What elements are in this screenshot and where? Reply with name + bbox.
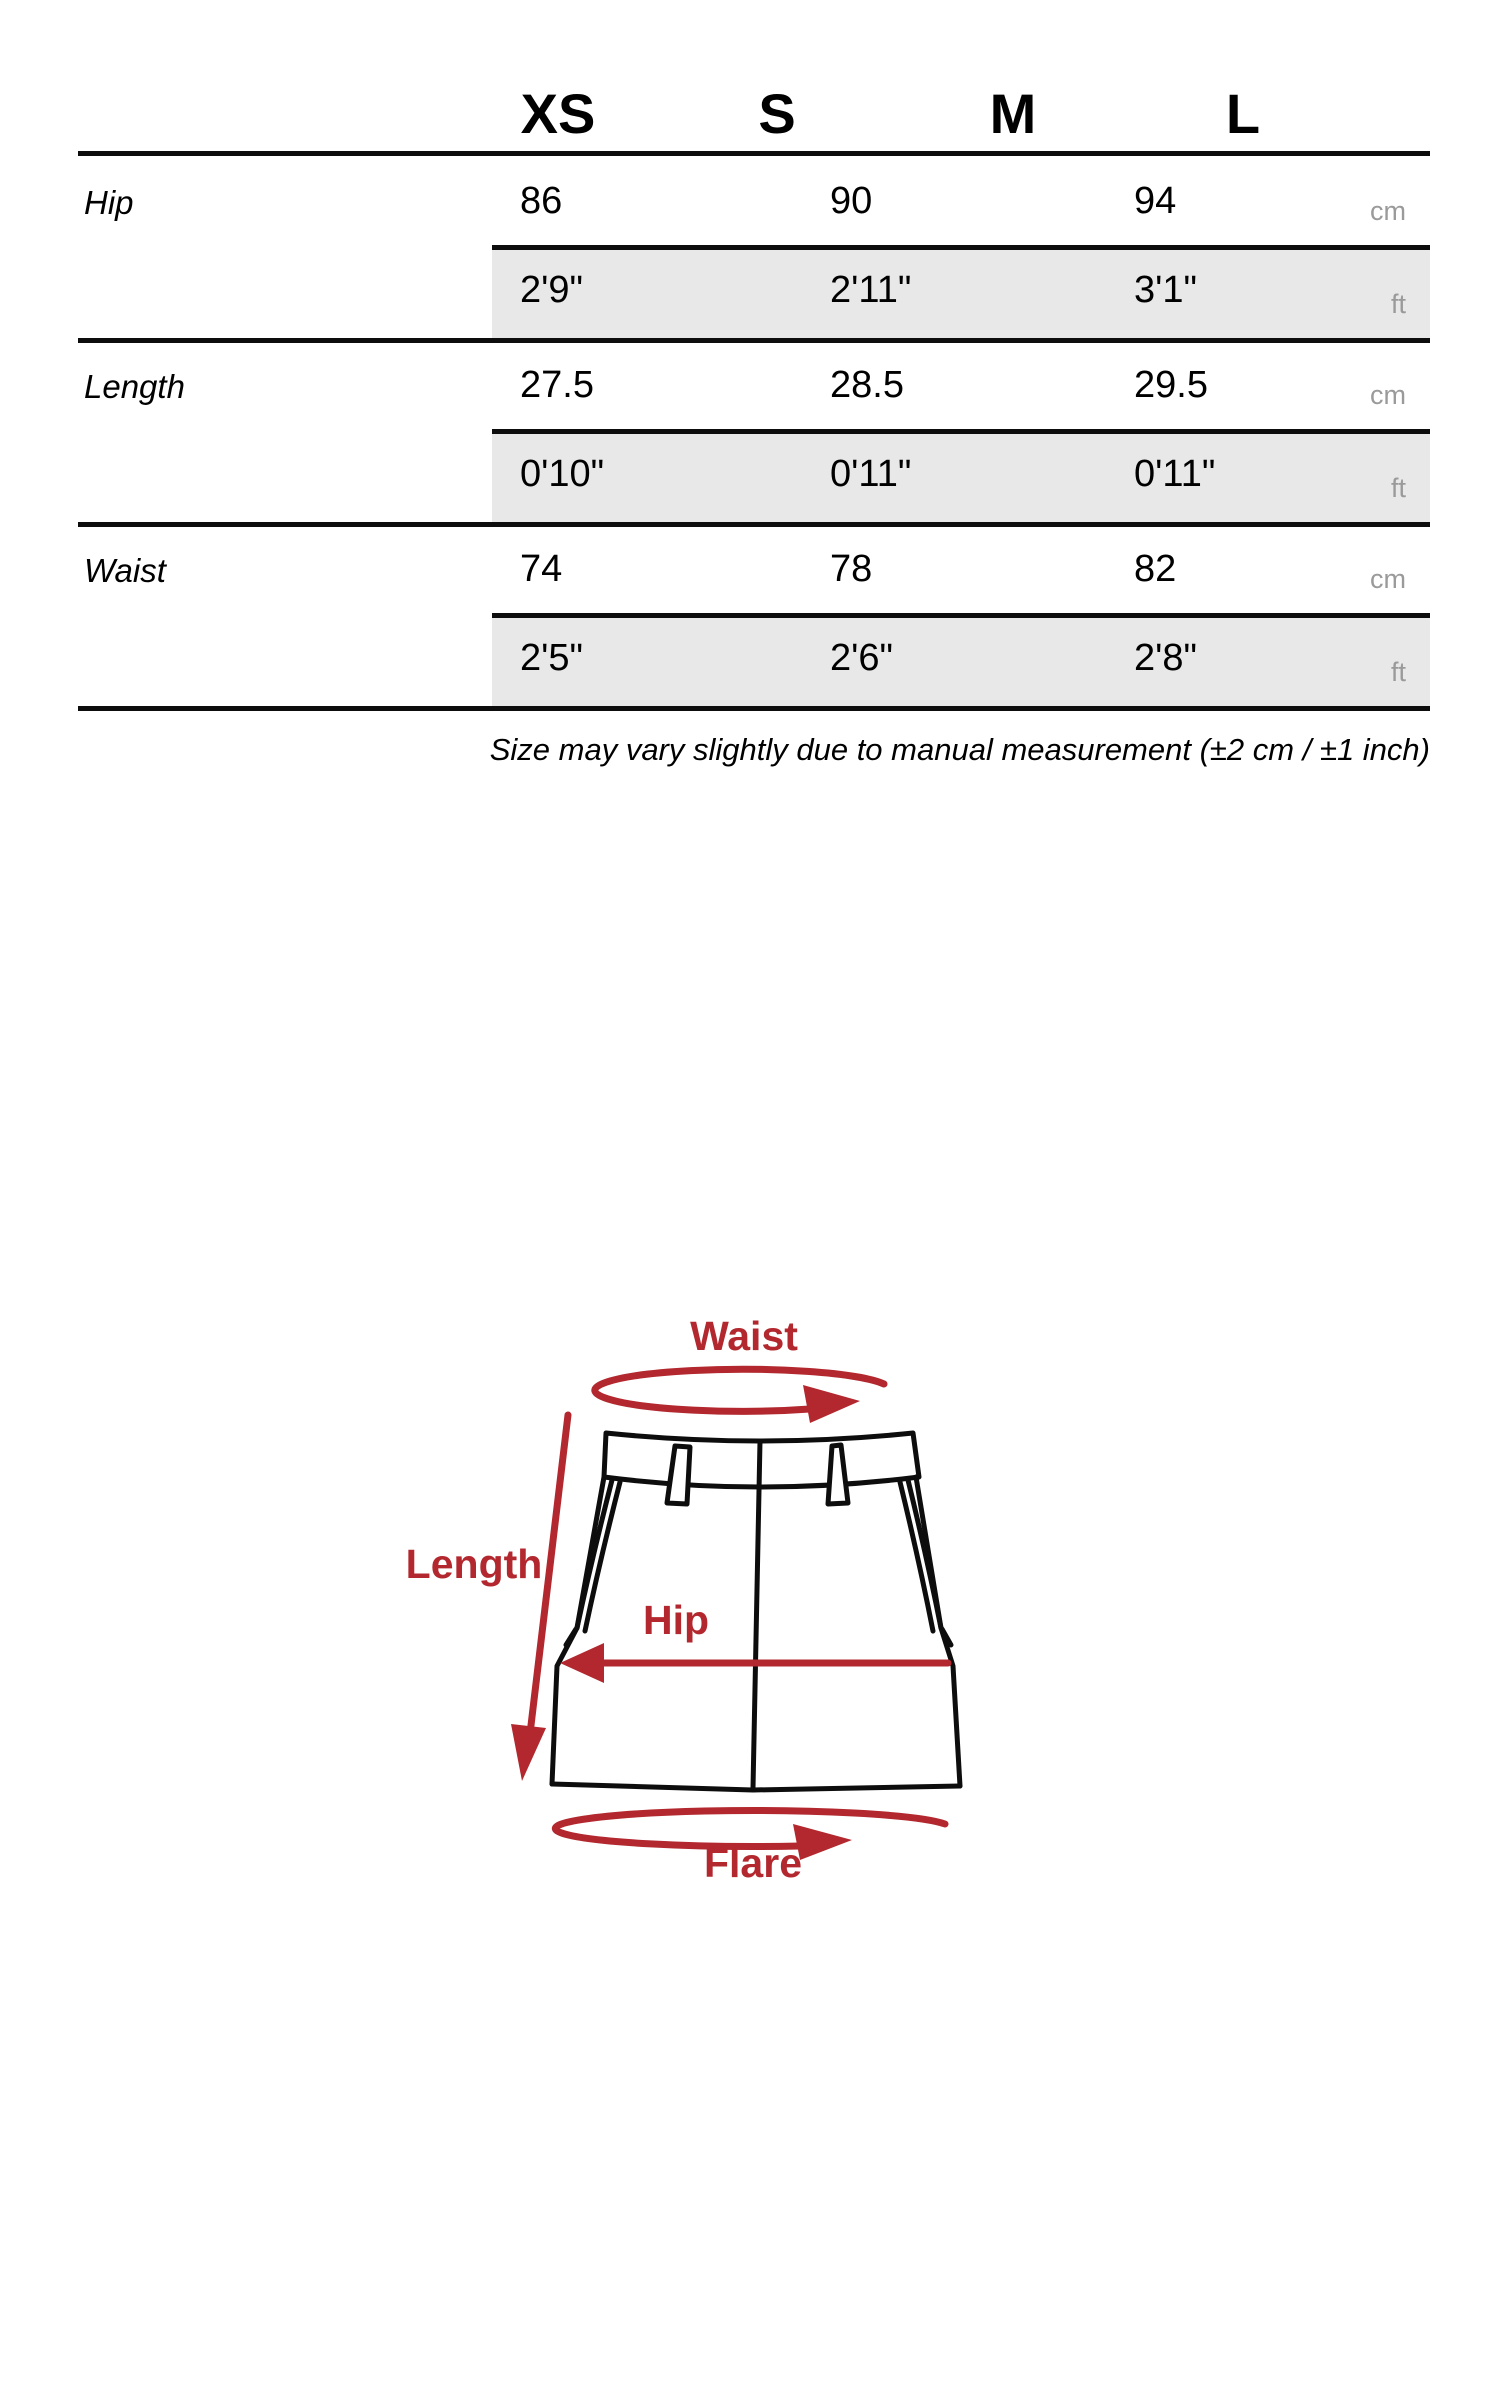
row-label-length: Length [84, 368, 185, 405]
cell-hip-cm-1: 86 [520, 180, 563, 222]
size-header-xs: XS [520, 82, 596, 145]
length-label: Length [405, 1541, 543, 1587]
cell-length-ft-3: 0'11" [1134, 453, 1216, 495]
skirt-sketch [552, 1433, 960, 1790]
table-rule [78, 338, 1430, 343]
row-label-waist: Waist [84, 552, 166, 589]
right-pocket-opening [900, 1480, 951, 1645]
table-rule [78, 151, 1430, 156]
waist-arrowhead-icon [803, 1385, 860, 1423]
table-rule [78, 522, 1430, 527]
unit-ft: ft [1390, 289, 1406, 319]
skirt-measurement-diagram [0, 1280, 1500, 1960]
cell-length-cm-2: 28.5 [830, 364, 904, 406]
cell-waist-cm-3: 82 [1134, 548, 1177, 590]
unit-ft: ft [1390, 473, 1406, 503]
cell-length-ft-1: 0'10" [520, 453, 605, 495]
cell-waist-cm-1: 74 [520, 548, 563, 590]
cell-waist-cm-2: 78 [830, 548, 873, 590]
ft-row-band [492, 429, 1430, 522]
table-rule [78, 706, 1430, 711]
belt-loop-right [828, 1445, 848, 1504]
cell-length-ft-2: 0'11" [830, 453, 912, 495]
cell-hip-ft-1: 2'9" [520, 269, 584, 311]
cell-hip-cm-3: 94 [1134, 180, 1177, 222]
waist-label: Waist [690, 1313, 798, 1359]
cell-length-cm-1: 27.5 [520, 364, 594, 406]
cell-length-cm-3: 29.5 [1134, 364, 1208, 406]
cell-waist-ft-3: 2'8" [1134, 637, 1198, 679]
hem [552, 1784, 960, 1790]
unit-cm: cm [1370, 380, 1406, 410]
measurement-note: Size may vary slightly due to manual measurement (±2 cm / ±1 inch) [489, 732, 1430, 767]
cell-waist-ft-2: 2'6" [830, 637, 894, 679]
length-arrowhead-icon [511, 1724, 546, 1781]
hip-label: Hip [642, 1597, 710, 1643]
center-seam [753, 1441, 760, 1788]
right-side-seam [916, 1477, 960, 1786]
unit-cm: cm [1370, 564, 1406, 594]
size-header-l: L [1225, 82, 1261, 145]
cell-hip-cm-2: 90 [830, 180, 873, 222]
left-pocket-opening [566, 1480, 620, 1645]
size-header-m: M [989, 82, 1037, 145]
cell-hip-ft-2: 2'11" [830, 269, 912, 311]
ft-row-band [492, 613, 1430, 706]
belt-loop-left [667, 1446, 690, 1504]
ft-row-band [492, 245, 1430, 338]
flare-label: Flare [704, 1840, 802, 1886]
unit-ft: ft [1390, 657, 1406, 687]
cell-hip-ft-3: 3'1" [1134, 269, 1198, 311]
cell-waist-ft-1: 2'5" [520, 637, 584, 679]
size-header-s: S [758, 82, 796, 145]
row-label-hip: Hip [84, 184, 134, 221]
unit-cm: cm [1370, 196, 1406, 226]
